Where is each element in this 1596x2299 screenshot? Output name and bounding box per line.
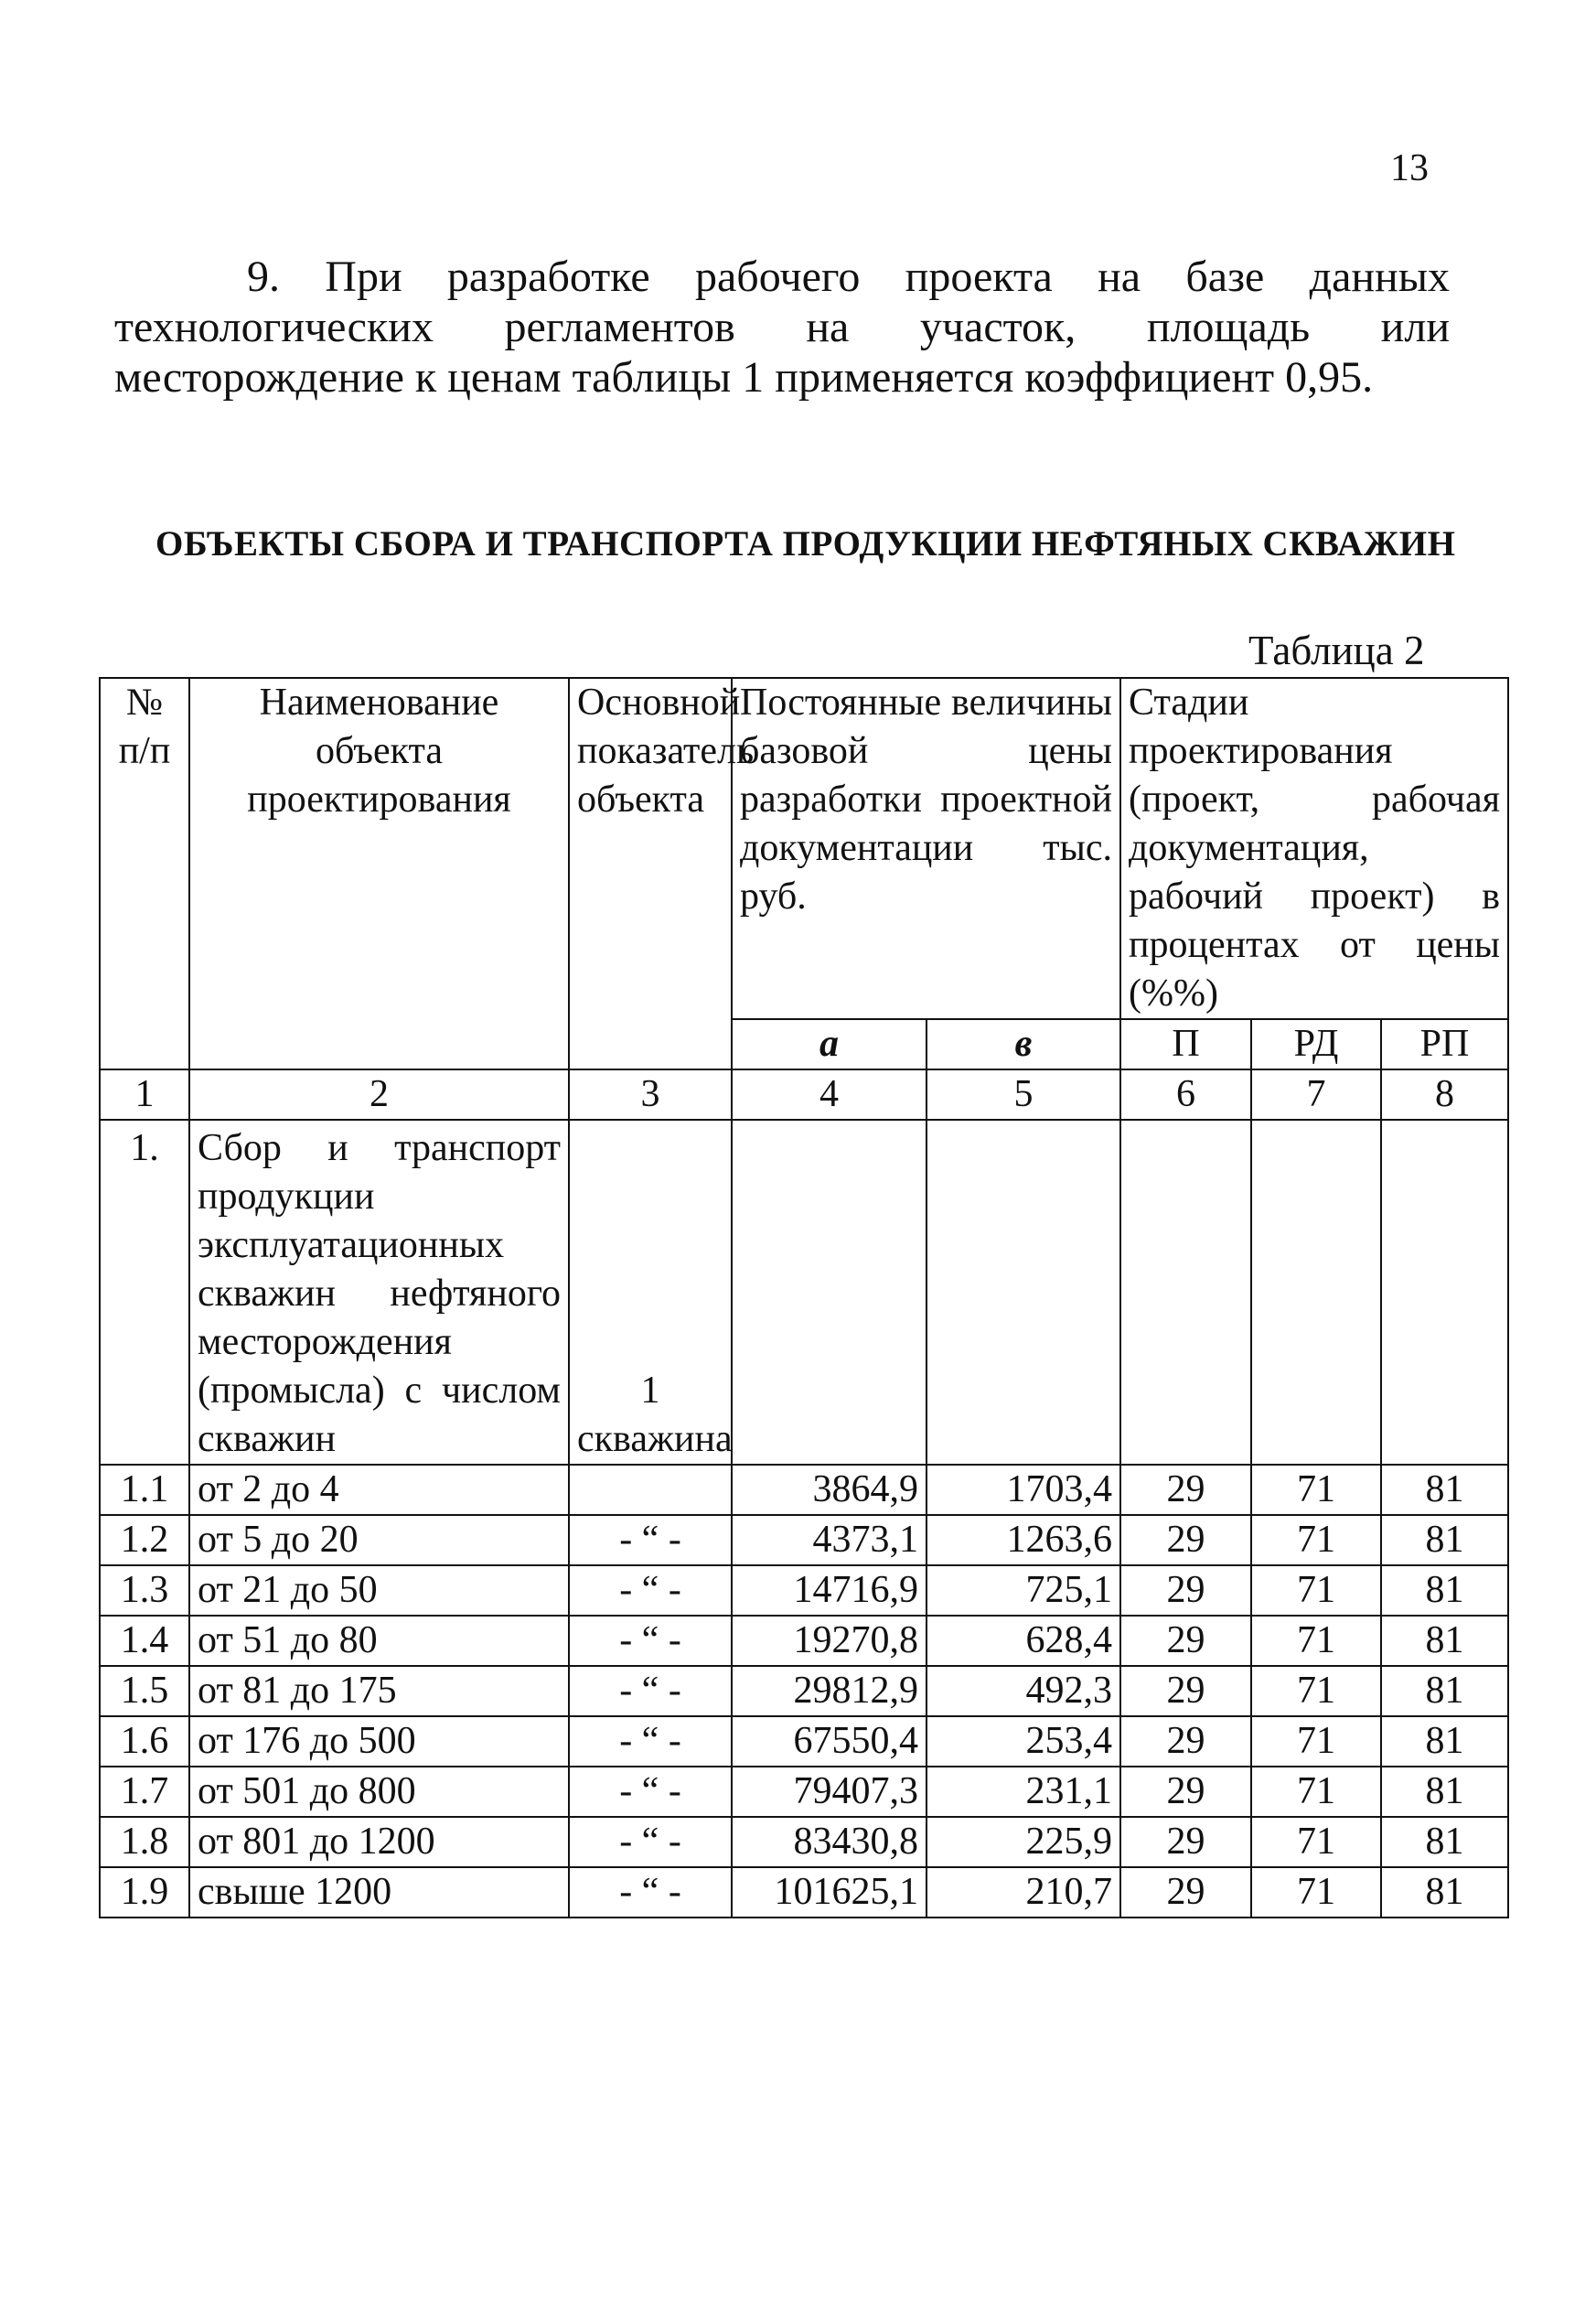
page-number: 13 [1390,147,1429,189]
row-value-p: 29 [1120,1616,1251,1666]
row-name: от 81 до 175 [189,1666,569,1716]
header-name: Наименование объекта проектирования [189,678,569,1069]
row-value-rd: 71 [1251,1767,1381,1817]
row-value-b: 231,1 [927,1767,1120,1817]
row-value-rd: 71 [1251,1565,1381,1616]
row-name: от 2 до 4 [189,1465,569,1515]
row-indicator: - “ - [569,1867,732,1918]
row-value-a: 19270,8 [732,1616,927,1666]
group-indicator: 1 скважина [569,1120,732,1465]
row-value-a: 3864,9 [732,1465,927,1515]
col-number: 6 [1120,1069,1251,1120]
row-value-a: 67550,4 [732,1716,927,1767]
row-value-rp: 81 [1381,1616,1508,1666]
table-row [100,1515,1508,1565]
row-value-rd: 71 [1251,1716,1381,1767]
row-num: 1.3 [100,1565,189,1616]
row-indicator: - “ - [569,1767,732,1817]
header-rp: РП [1381,1019,1508,1069]
row-value-b: 628,4 [927,1616,1120,1666]
col-number: 1 [100,1069,189,1120]
header-b: в [927,1019,1120,1069]
table-row [100,1565,1508,1616]
header-constants: Постоянные величины базовой цены разработки проектной документации тыс. руб. [732,678,1120,1019]
row-value-p: 29 [1120,1515,1251,1565]
row-value-p: 29 [1120,1666,1251,1716]
group-empty-p [1120,1120,1251,1465]
row-value-a: 14716,9 [732,1565,927,1616]
row-value-rp: 81 [1381,1565,1508,1616]
row-indicator [569,1465,732,1515]
table-row [100,1817,1508,1867]
row-value-b: 1703,4 [927,1465,1120,1515]
header-p: П [1120,1019,1251,1069]
row-value-rp: 81 [1381,1817,1508,1867]
row-value-rp: 81 [1381,1465,1508,1515]
group-empty-a [732,1120,927,1465]
row-value-rp: 81 [1381,1515,1508,1565]
row-name: от 801 до 1200 [189,1817,569,1867]
row-value-b: 225,9 [927,1817,1120,1867]
row-value-a: 29812,9 [732,1666,927,1716]
row-value-b: 1263,6 [927,1515,1120,1565]
group-empty-b [927,1120,1120,1465]
col-number: 4 [732,1069,927,1120]
row-num: 1.6 [100,1716,189,1767]
row-value-rd: 71 [1251,1666,1381,1716]
table-row [100,1767,1508,1817]
group-empty-rd [1251,1120,1381,1465]
col-number: 2 [189,1069,569,1120]
row-num: 1.5 [100,1666,189,1716]
row-value-p: 29 [1120,1716,1251,1767]
column-number-row [100,1069,1508,1120]
row-value-rd: 71 [1251,1515,1381,1565]
table-row [100,1867,1508,1918]
group-name: Сбор и транспорт продукции эксплуатационных скважин нефтяного месторождения (промысла) с числом скважин [189,1120,569,1465]
row-value-rd: 71 [1251,1867,1381,1918]
table-row [100,1716,1508,1767]
row-name: от 21 до 50 [189,1565,569,1616]
price-table [99,677,1509,1918]
row-indicator: - “ - [569,1817,732,1867]
header-row [100,678,1508,1019]
row-num: 1.1 [100,1465,189,1515]
row-num: 1.9 [100,1867,189,1918]
table-row [100,1666,1508,1716]
row-value-rp: 81 [1381,1666,1508,1716]
row-indicator: - “ - [569,1515,732,1565]
row-indicator: - “ - [569,1666,732,1716]
row-name: от 501 до 800 [189,1767,569,1817]
row-value-rp: 81 [1381,1716,1508,1767]
row-value-b: 492,3 [927,1666,1120,1716]
row-num: 1.8 [100,1817,189,1867]
col-number: 3 [569,1069,732,1120]
header-num: № п/п [100,678,189,1069]
row-indicator: - “ - [569,1716,732,1767]
row-value-rd: 71 [1251,1817,1381,1867]
group-empty-rp [1381,1120,1508,1465]
row-value-p: 29 [1120,1867,1251,1918]
group-row [100,1120,1508,1465]
header-a: а [732,1019,927,1069]
row-name: свыше 1200 [189,1867,569,1918]
col-number: 7 [1251,1069,1381,1120]
row-value-b: 253,4 [927,1716,1120,1767]
row-value-p: 29 [1120,1817,1251,1867]
section-title: ОБЪЕКТЫ СБОРА И ТРАНСПОРТА ПРОДУКЦИИ НЕФТЯНЫХ СКВАЖИН [155,524,1456,564]
intro-text: 9. При разработке рабочего проекта на базе данных технологических регламентов на участок, площадь или месторождение к ценам таблицы 1 применяется коэффициент 0,95. [114,252,1450,402]
table-row [100,1616,1508,1666]
intro-paragraph [114,252,1450,403]
row-value-a: 83430,8 [732,1817,927,1867]
row-value-rd: 71 [1251,1616,1381,1666]
row-num: 1.7 [100,1767,189,1817]
header-indicator: Основной показатель объекта [569,678,732,1069]
row-value-rp: 81 [1381,1867,1508,1918]
row-value-a: 101625,1 [732,1867,927,1918]
col-number: 5 [927,1069,1120,1120]
row-value-b: 725,1 [927,1565,1120,1616]
row-name: от 176 до 500 [189,1716,569,1767]
row-name: от 5 до 20 [189,1515,569,1565]
header-rd: РД [1251,1019,1381,1069]
row-value-rd: 71 [1251,1465,1381,1515]
col-number: 8 [1381,1069,1508,1120]
row-indicator: - “ - [569,1616,732,1666]
row-num: 1.2 [100,1515,189,1565]
header-stages: Стадии проектирования (проект, рабочая документация, рабочий проект) в процентах от цены (%%) [1120,678,1508,1019]
group-num: 1. [100,1120,189,1465]
row-value-p: 29 [1120,1565,1251,1616]
table-label: Таблица 2 [1248,628,1425,673]
row-name: от 51 до 80 [189,1616,569,1666]
row-value-a: 4373,1 [732,1515,927,1565]
table-row [100,1465,1508,1515]
row-indicator: - “ - [569,1565,732,1616]
row-value-rp: 81 [1381,1767,1508,1817]
row-value-p: 29 [1120,1767,1251,1817]
row-num: 1.4 [100,1616,189,1666]
row-value-b: 210,7 [927,1867,1120,1918]
row-value-p: 29 [1120,1465,1251,1515]
row-value-a: 79407,3 [732,1767,927,1817]
